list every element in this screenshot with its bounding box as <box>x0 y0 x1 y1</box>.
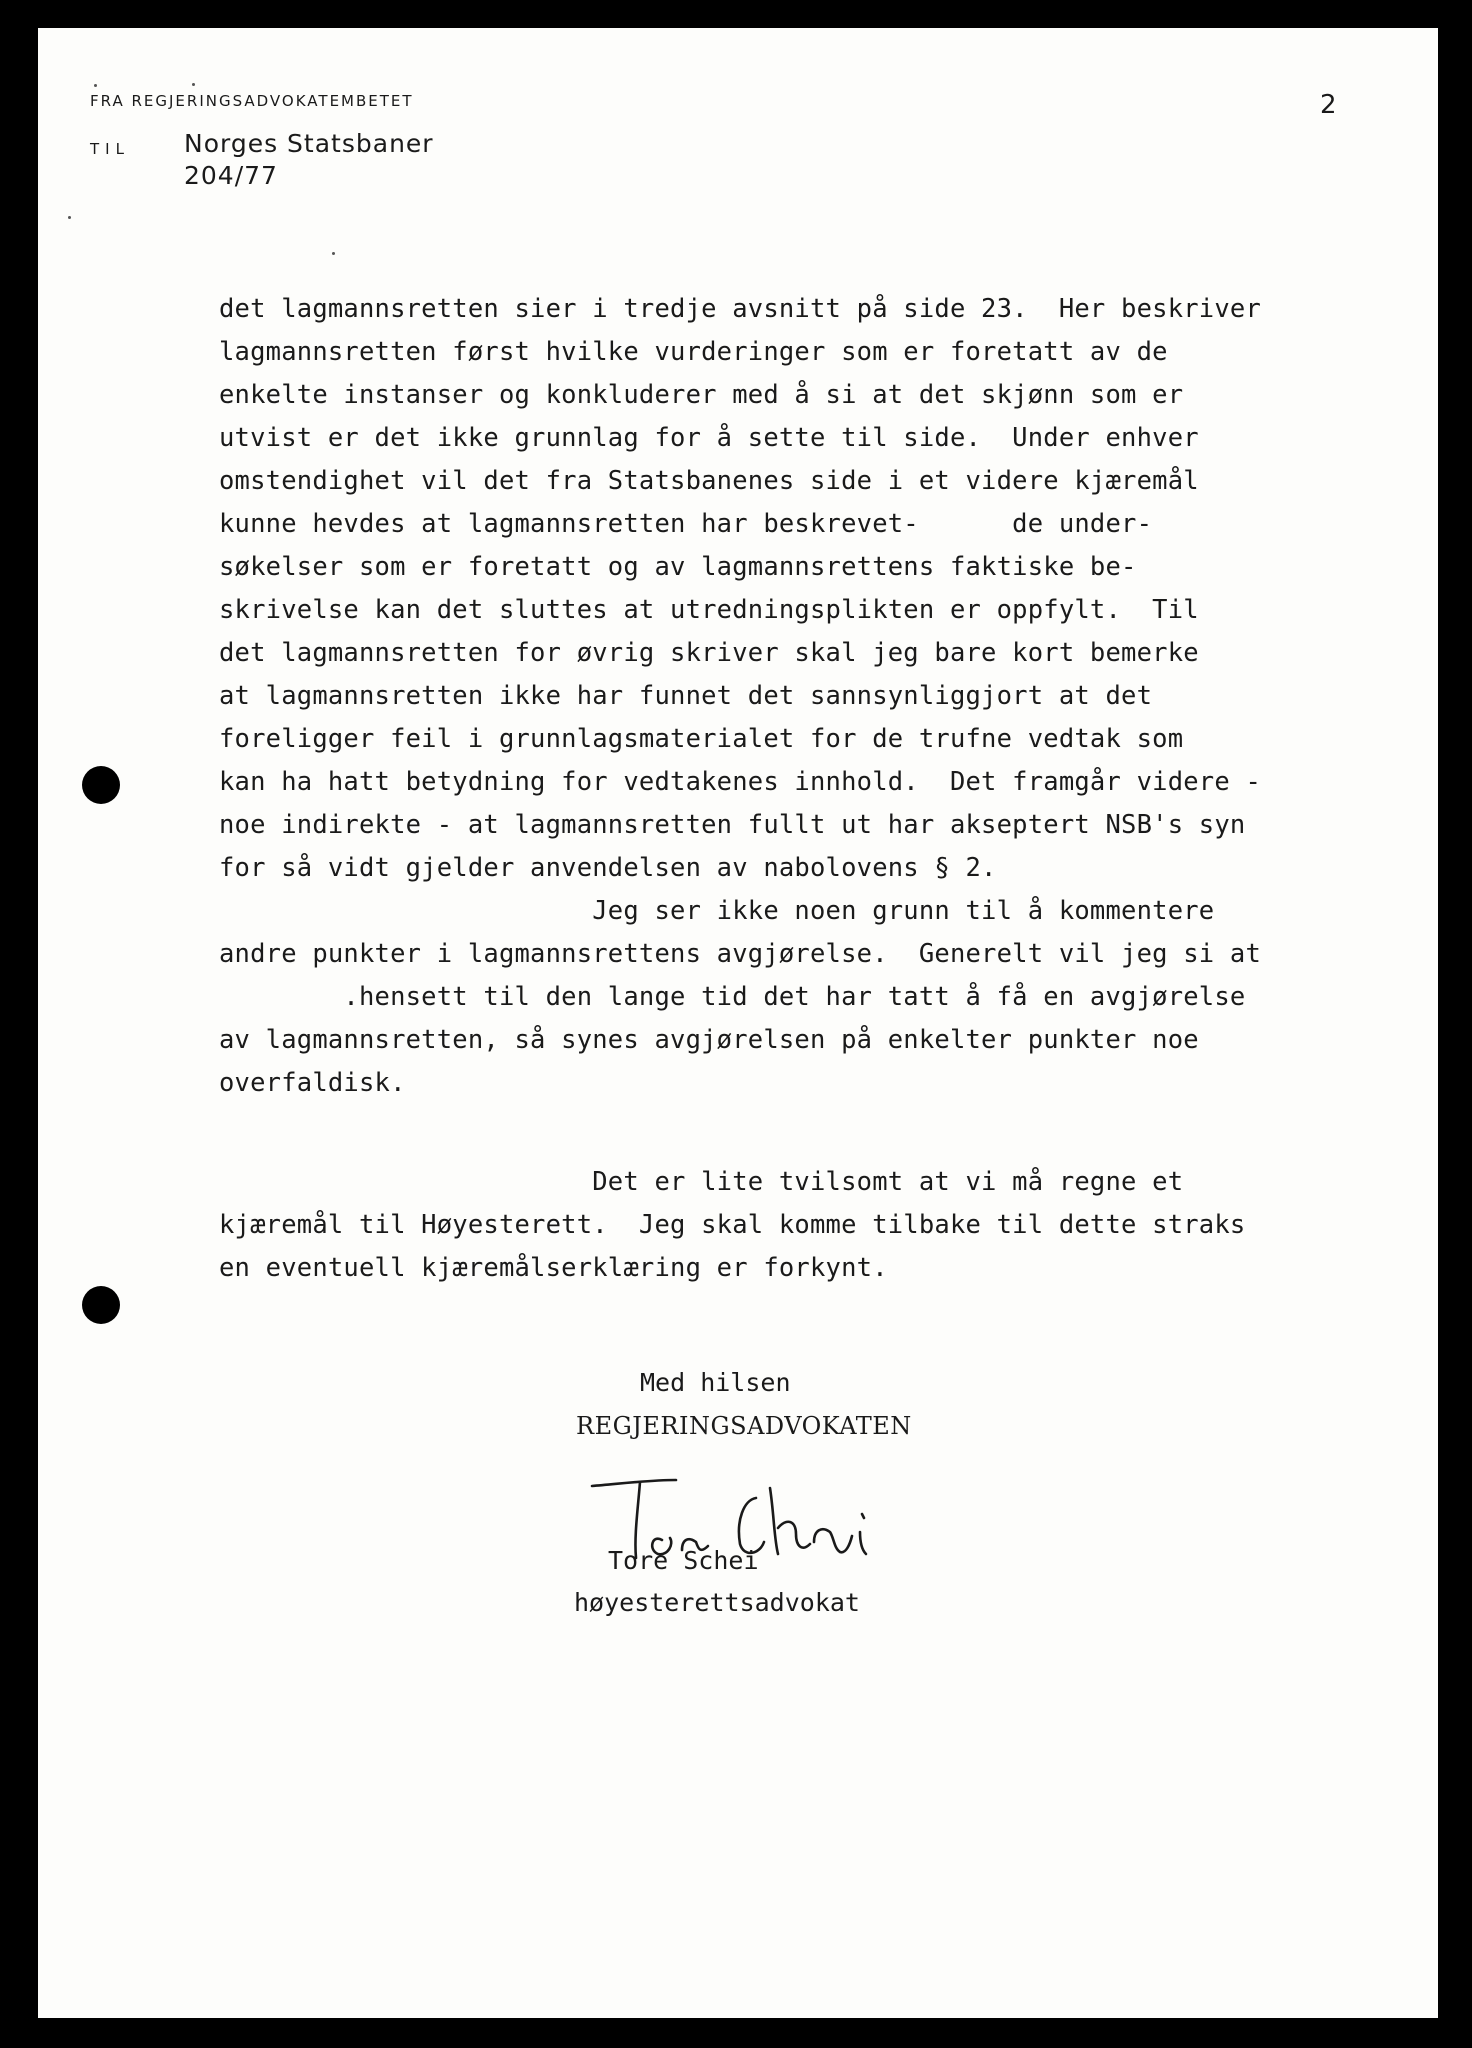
paper-speck <box>192 83 195 86</box>
body-line: Det er lite tvilsomt at vi må regne et <box>219 1167 1184 1197</box>
signatory-name: Tore Schei <box>608 1546 759 1575</box>
body-line: overfaldisk. <box>219 1068 406 1098</box>
body-line: at lagmannsretten ikke har funnet det sannsynliggjort at det <box>219 681 1153 711</box>
to-label: TIL <box>90 140 130 158</box>
body-line: .hensett til den lange tid det har tatt å få en avgjørelse <box>219 982 1246 1012</box>
body-line: kjæremål til Høyesterett. Jeg skal komme tilbake til dette straks <box>219 1210 1246 1240</box>
body-line: kunne hevdes at lagmannsretten har beskrevet- de under- <box>219 509 1153 539</box>
paper-speck <box>332 252 335 255</box>
body-line: søkelser som er foretatt og av lagmannsrettens faktiske be- <box>219 552 1137 582</box>
paper-speck <box>94 84 97 87</box>
closing-office: REGJERINGSADVOKATEN <box>576 1412 912 1440</box>
body-line: av lagmannsretten, så synes avgjørelsen på enkelter punkter noe <box>219 1025 1199 1055</box>
punch-hole <box>82 1286 120 1324</box>
body-line: kan ha hatt betydning for vedtakenes innhold. Det framgår videre - <box>219 767 1262 797</box>
body-line: det lagmannsretten sier i tredje avsnitt på side 23. Her beskriver <box>219 294 1262 324</box>
body-line: skrivelse kan det sluttes at utredningsplikten er oppfylt. Til <box>219 595 1199 625</box>
body-line: enkelte instanser og konkluderer med å si at det skjønn som er <box>219 380 1184 410</box>
body-line: andre punkter i lagmannsrettens avgjørelse. Generelt vil jeg si at <box>219 939 1262 969</box>
body-line: utvist er det ikke grunnlag for å sette til side. Under enhver <box>219 423 1199 453</box>
punch-hole <box>82 766 120 804</box>
body-line: for så vidt gjelder anvendelsen av nabolovens § 2. <box>219 853 997 883</box>
recipient: Norges Statsbaner <box>184 129 434 158</box>
reference-number: 204/77 <box>184 161 278 190</box>
paper-speck <box>68 216 71 219</box>
page-number: 2 <box>1320 90 1337 120</box>
body-line: det lagmannsretten for øvrig skriver skal jeg bare kort bemerke <box>219 638 1199 668</box>
closing-greeting: Med hilsen <box>640 1368 791 1397</box>
body-line: en eventuell kjæremålserklæring er forkynt. <box>219 1253 888 1283</box>
body-line: noe indirekte - at lagmannsretten fullt ut har akseptert NSB's syn <box>219 810 1246 840</box>
body-line: foreligger feil i grunnlagsmaterialet for de trufne vedtak som <box>219 724 1184 754</box>
body-line: lagmannsretten først hvilke vurderinger som er foretatt av de <box>219 337 1168 367</box>
document-sheet <box>38 28 1438 2018</box>
from-label: FRA REGJERINGSADVOKATEMBETET <box>90 92 414 110</box>
body-line: Jeg ser ikke noen grunn til å kommentere <box>219 896 1215 926</box>
body-line: omstendighet vil det fra Statsbanenes side i et videre kjæremål <box>219 466 1199 496</box>
signatory-title: høyesterettsadvokat <box>574 1588 860 1617</box>
